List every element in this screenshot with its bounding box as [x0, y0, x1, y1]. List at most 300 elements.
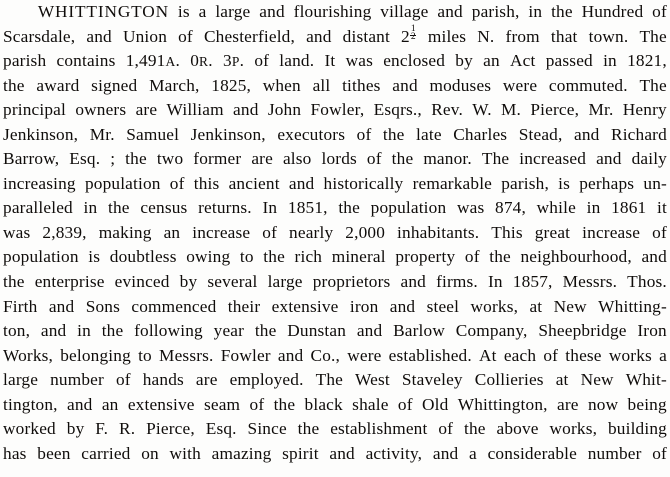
- word: extensive: [271, 296, 339, 316]
- word: award: [36, 75, 80, 95]
- word: Whit-: [625, 370, 667, 390]
- word: carried: [81, 443, 131, 463]
- word: signed: [91, 75, 138, 95]
- word: Richard: [611, 124, 667, 144]
- word: March,: [149, 75, 200, 95]
- word: Jenkinson,: [3, 124, 79, 144]
- word: with: [169, 443, 201, 463]
- text-line: [3, 417, 667, 442]
- word: New: [580, 370, 614, 390]
- text-line-words: [3, 25, 667, 50]
- word: In: [487, 272, 503, 292]
- text-line: [3, 49, 667, 74]
- word: Rev.: [431, 100, 463, 120]
- word: ton,: [3, 321, 31, 341]
- word: hands: [142, 370, 184, 390]
- word: and: [329, 443, 355, 463]
- word: increase: [192, 222, 251, 242]
- word: The: [639, 26, 667, 46]
- word: from: [505, 26, 540, 46]
- word: Esq.: [205, 419, 237, 439]
- word: At: [479, 345, 497, 365]
- word: flourishing: [293, 2, 372, 21]
- word: Stead,: [518, 124, 563, 144]
- word: the: [391, 149, 414, 169]
- word: each: [503, 345, 537, 365]
- word: Sheepbridge: [538, 321, 627, 341]
- word: an: [483, 51, 500, 71]
- text-line: [3, 0, 667, 25]
- word: the: [125, 149, 147, 169]
- word: and: [288, 173, 315, 193]
- word: to: [239, 247, 254, 267]
- word: Works,: [3, 345, 54, 365]
- word: at: [529, 296, 543, 316]
- area-measure: 3P.: [223, 51, 245, 71]
- word: is: [558, 173, 571, 193]
- word: 1851,: [287, 198, 328, 218]
- word: now: [587, 394, 619, 414]
- word: W.: [472, 100, 492, 120]
- word: town.: [588, 26, 629, 46]
- text-line-words: [3, 417, 667, 442]
- word: and: [48, 296, 75, 316]
- word: establishment: [330, 419, 428, 439]
- word: rich: [294, 247, 323, 267]
- text-line-words: [3, 98, 667, 123]
- text-line-words: [3, 245, 667, 270]
- text-line: [3, 74, 667, 99]
- text-line-words: [3, 295, 667, 320]
- word: It: [324, 51, 336, 71]
- word: on: [141, 443, 159, 463]
- word: Whittington,: [457, 394, 548, 414]
- word: Barrow,: [3, 149, 60, 169]
- word: Samuel: [126, 124, 180, 144]
- word: the: [273, 394, 296, 414]
- word: former: [193, 149, 242, 169]
- word: Collieries: [474, 370, 544, 390]
- word: to: [138, 345, 152, 365]
- word: the: [254, 321, 277, 341]
- word: and: [67, 394, 93, 414]
- word: 2,000: [345, 222, 386, 242]
- word: doubtless: [109, 247, 177, 267]
- word: in: [528, 2, 543, 21]
- headword: WHITTINGTON: [37, 2, 169, 21]
- text-line: [3, 196, 667, 221]
- text-line: [3, 123, 667, 148]
- word: of: [438, 419, 454, 439]
- word: two: [156, 149, 184, 169]
- word: been: [37, 443, 71, 463]
- word: iron: [349, 296, 379, 316]
- word: large: [3, 370, 39, 390]
- text-line-words: [3, 442, 667, 467]
- word: the: [297, 419, 320, 439]
- word: evinced: [114, 272, 170, 292]
- paragraph-text-block: [3, 0, 667, 466]
- word: and: [40, 321, 67, 341]
- word: in: [603, 51, 617, 71]
- word: by: [66, 419, 85, 439]
- word: tithes: [342, 75, 381, 95]
- word: Charles: [453, 124, 508, 144]
- text-line-words: [3, 270, 667, 295]
- word: and: [356, 321, 383, 341]
- word: at: [555, 370, 569, 390]
- text-line-words: [3, 196, 667, 221]
- word: Fowler,: [310, 100, 365, 120]
- text-line-words: [3, 147, 667, 172]
- word: enclosed: [383, 51, 446, 71]
- word: a: [659, 345, 667, 365]
- word: of: [366, 149, 382, 169]
- word: John: [267, 100, 302, 120]
- text-line: [3, 25, 667, 50]
- word: enterprise: [34, 272, 105, 292]
- word: parish,: [501, 173, 549, 193]
- word: Henry: [622, 100, 667, 120]
- area-measure: 0R.: [190, 51, 213, 71]
- word: large: [215, 2, 251, 21]
- word: increasing: [3, 173, 76, 193]
- word: was: [3, 222, 31, 242]
- word: 1825,: [211, 75, 251, 95]
- word: West: [355, 370, 390, 390]
- word: commenced: [131, 296, 217, 316]
- word: and: [277, 345, 304, 365]
- word: established.: [388, 345, 472, 365]
- word: extensive: [127, 394, 195, 414]
- text-line: [3, 270, 667, 295]
- word: steel: [426, 296, 460, 316]
- word: building: [607, 419, 667, 439]
- text-line-words: [3, 221, 667, 246]
- word: and: [596, 149, 622, 169]
- word: and: [437, 2, 463, 21]
- word: Dunstan: [287, 321, 347, 341]
- text-line-words: [3, 319, 667, 344]
- word: the: [108, 198, 130, 218]
- word: M.: [501, 100, 522, 120]
- word: by: [179, 272, 198, 292]
- word: of: [464, 247, 480, 267]
- word: F.: [95, 419, 109, 439]
- word: of: [178, 26, 193, 46]
- word: R.: [119, 419, 136, 439]
- word: returns.: [198, 198, 252, 218]
- word: passed: [545, 51, 593, 71]
- word: land.: [279, 51, 315, 71]
- word: increase: [582, 222, 641, 242]
- word: and: [259, 2, 285, 21]
- text-line-words: [3, 172, 667, 197]
- word: large: [267, 272, 303, 292]
- word: of: [262, 222, 278, 242]
- word: manor.: [423, 149, 472, 169]
- word: considerable: [487, 443, 577, 463]
- word: making: [98, 222, 152, 242]
- word: Co.,: [310, 345, 341, 365]
- word: seam: [203, 394, 241, 414]
- word: following: [134, 321, 203, 341]
- word: a: [198, 2, 207, 21]
- text-line-words: [3, 393, 667, 418]
- word: and: [400, 272, 426, 292]
- word: proprietors: [312, 272, 391, 292]
- text-line-words: [3, 74, 667, 99]
- word: parish,: [471, 2, 520, 21]
- word: miles: [427, 26, 467, 46]
- word: a: [469, 443, 477, 463]
- word: of: [652, 443, 667, 463]
- word: Whitting-: [598, 296, 667, 316]
- text-line-words: [3, 0, 667, 25]
- word: Hundred: [581, 2, 644, 21]
- word: Staveley: [401, 370, 463, 390]
- word: black: [304, 394, 343, 414]
- text-line-words: [3, 344, 667, 369]
- word: nearly: [289, 222, 334, 242]
- word: and: [392, 75, 418, 95]
- word: has: [3, 443, 27, 463]
- text-line: [3, 442, 667, 467]
- word: principal: [3, 100, 66, 120]
- text-line-words: [3, 123, 667, 148]
- word: the: [263, 247, 285, 267]
- text-line: [3, 368, 667, 393]
- word: was: [456, 198, 485, 218]
- word: population: [84, 173, 161, 193]
- word: of: [652, 2, 667, 21]
- word: in: [77, 321, 91, 341]
- text-line: [3, 221, 667, 246]
- word: The: [639, 75, 667, 95]
- word: Pierce,: [146, 419, 195, 439]
- word: population: [370, 198, 447, 218]
- word: the: [489, 247, 511, 267]
- word: Mr.: [89, 124, 115, 144]
- word: works: [608, 345, 652, 365]
- word: 1857,: [512, 272, 553, 292]
- word: it: [657, 198, 667, 218]
- word: while: [536, 198, 576, 218]
- word: works,: [470, 296, 519, 316]
- text-line-words: [3, 49, 667, 75]
- word: of: [254, 51, 270, 71]
- word: of: [356, 124, 372, 144]
- word: commuted.: [548, 75, 628, 95]
- word: Esq.: [69, 149, 101, 169]
- word: are: [556, 394, 579, 414]
- word: neighbourhood,: [520, 247, 632, 267]
- word: Iron: [637, 321, 667, 341]
- word: This: [491, 222, 523, 242]
- word: The: [481, 149, 510, 169]
- word: In: [262, 198, 278, 218]
- word: The: [315, 370, 343, 390]
- word: New: [553, 296, 587, 316]
- word: Messrs.: [562, 272, 618, 292]
- word: this: [193, 173, 220, 193]
- word: by: [455, 51, 473, 71]
- word: in: [83, 198, 98, 218]
- word: all: [312, 75, 331, 95]
- word: and: [432, 443, 459, 463]
- word: ;: [110, 149, 116, 169]
- word: property: [395, 247, 456, 267]
- word: of: [249, 394, 265, 414]
- word: and: [389, 296, 416, 316]
- word: 874,: [495, 198, 526, 218]
- word: number: [587, 443, 642, 463]
- word: the: [101, 321, 124, 341]
- word: Chesterfield,: [203, 26, 295, 46]
- word: the: [382, 124, 405, 144]
- word: 1861: [611, 198, 647, 218]
- word: moduses: [429, 75, 492, 95]
- word: in: [586, 198, 601, 218]
- word: and: [306, 26, 332, 46]
- word: Esqrs.,: [373, 100, 422, 120]
- word: are: [251, 149, 273, 169]
- word: are: [135, 100, 158, 120]
- word: belonging: [60, 345, 131, 365]
- word: inhabitants.: [397, 222, 480, 242]
- word: of: [169, 173, 185, 193]
- word: the: [338, 198, 360, 218]
- word: Jenkinson,: [190, 124, 266, 144]
- word: census: [140, 198, 188, 218]
- word: Old: [421, 394, 449, 414]
- word: an: [101, 394, 119, 414]
- word: Firth: [3, 296, 38, 316]
- word: Act: [510, 51, 536, 71]
- word: that: [550, 26, 578, 46]
- word: above: [496, 419, 539, 439]
- area-measure: 1,491A.: [125, 51, 180, 71]
- word: perhaps: [579, 173, 635, 193]
- word: number: [50, 370, 104, 390]
- word: population: [3, 247, 79, 267]
- text-line: [3, 98, 667, 123]
- word: shale: [352, 394, 389, 414]
- word: amazing: [211, 443, 272, 463]
- word: is: [88, 247, 101, 267]
- text-line: [3, 319, 667, 344]
- word: activity,: [365, 443, 423, 463]
- word: Union: [122, 26, 168, 46]
- word: Messrs.: [159, 345, 214, 365]
- word: was: [345, 51, 373, 71]
- word: and: [574, 124, 600, 144]
- word: Pierce,: [530, 100, 580, 120]
- word: paralleled: [3, 198, 73, 218]
- word: William: [166, 100, 224, 120]
- word: Thos.: [627, 272, 667, 292]
- word: of: [115, 370, 131, 390]
- word: of: [543, 345, 559, 365]
- word: works,: [549, 419, 598, 439]
- word: and: [641, 247, 667, 267]
- word: tington,: [3, 394, 58, 414]
- word: ancient: [228, 173, 280, 193]
- word: parish: [3, 51, 47, 71]
- word: these: [565, 345, 602, 365]
- first-line-indent: [3, 0, 29, 25]
- word: owners: [75, 100, 127, 120]
- text-line: [3, 295, 667, 320]
- word: N.: [477, 26, 495, 46]
- word: Fowler: [220, 345, 271, 365]
- word: the: [3, 75, 25, 95]
- fraction-measure: 2 $\frac{1}{2}$: [401, 24, 416, 46]
- word: historically: [323, 173, 404, 193]
- word: increased: [519, 149, 587, 169]
- text-line: [3, 245, 667, 270]
- text-line: [3, 147, 667, 172]
- word: village: [380, 2, 429, 21]
- word: owing: [186, 247, 231, 267]
- word: executors: [277, 124, 346, 144]
- word: also: [282, 149, 312, 169]
- text-line: [3, 393, 667, 418]
- word: and: [86, 26, 112, 46]
- word: Company,: [455, 321, 528, 341]
- word: were: [347, 345, 382, 365]
- word: Mr.: [588, 100, 614, 120]
- word: Barlow: [393, 321, 445, 341]
- word: late: [416, 124, 442, 144]
- word: worked: [3, 419, 56, 439]
- word: when: [262, 75, 301, 95]
- word: the: [463, 419, 486, 439]
- word: distant: [342, 26, 390, 46]
- word: contains: [56, 51, 116, 71]
- word: lords: [321, 149, 357, 169]
- text-line: [3, 172, 667, 197]
- word: mineral: [331, 247, 386, 267]
- word: is: [177, 2, 190, 21]
- text-line-words: [3, 368, 667, 393]
- word: year: [213, 321, 245, 341]
- word: employed.: [229, 370, 304, 390]
- word: their: [227, 296, 261, 316]
- word: the: [551, 2, 573, 21]
- word: 1821,: [627, 51, 667, 71]
- word: of: [397, 394, 413, 414]
- word: and: [233, 100, 259, 120]
- word: remarkable: [412, 173, 493, 193]
- word: an: [163, 222, 181, 242]
- word: great: [534, 222, 571, 242]
- word: are: [195, 370, 218, 390]
- word: several: [207, 272, 258, 292]
- word: firms.: [436, 272, 478, 292]
- word: Since: [247, 419, 287, 439]
- word: Sons: [85, 296, 120, 316]
- word: un-: [643, 173, 667, 193]
- word: being: [627, 394, 667, 414]
- word: the: [3, 272, 25, 292]
- text-line: [3, 344, 667, 369]
- word: of: [652, 222, 667, 242]
- word: daily: [631, 149, 667, 169]
- word: Scarsdale,: [3, 26, 76, 46]
- word: spirit: [282, 443, 319, 463]
- word: were: [502, 75, 538, 95]
